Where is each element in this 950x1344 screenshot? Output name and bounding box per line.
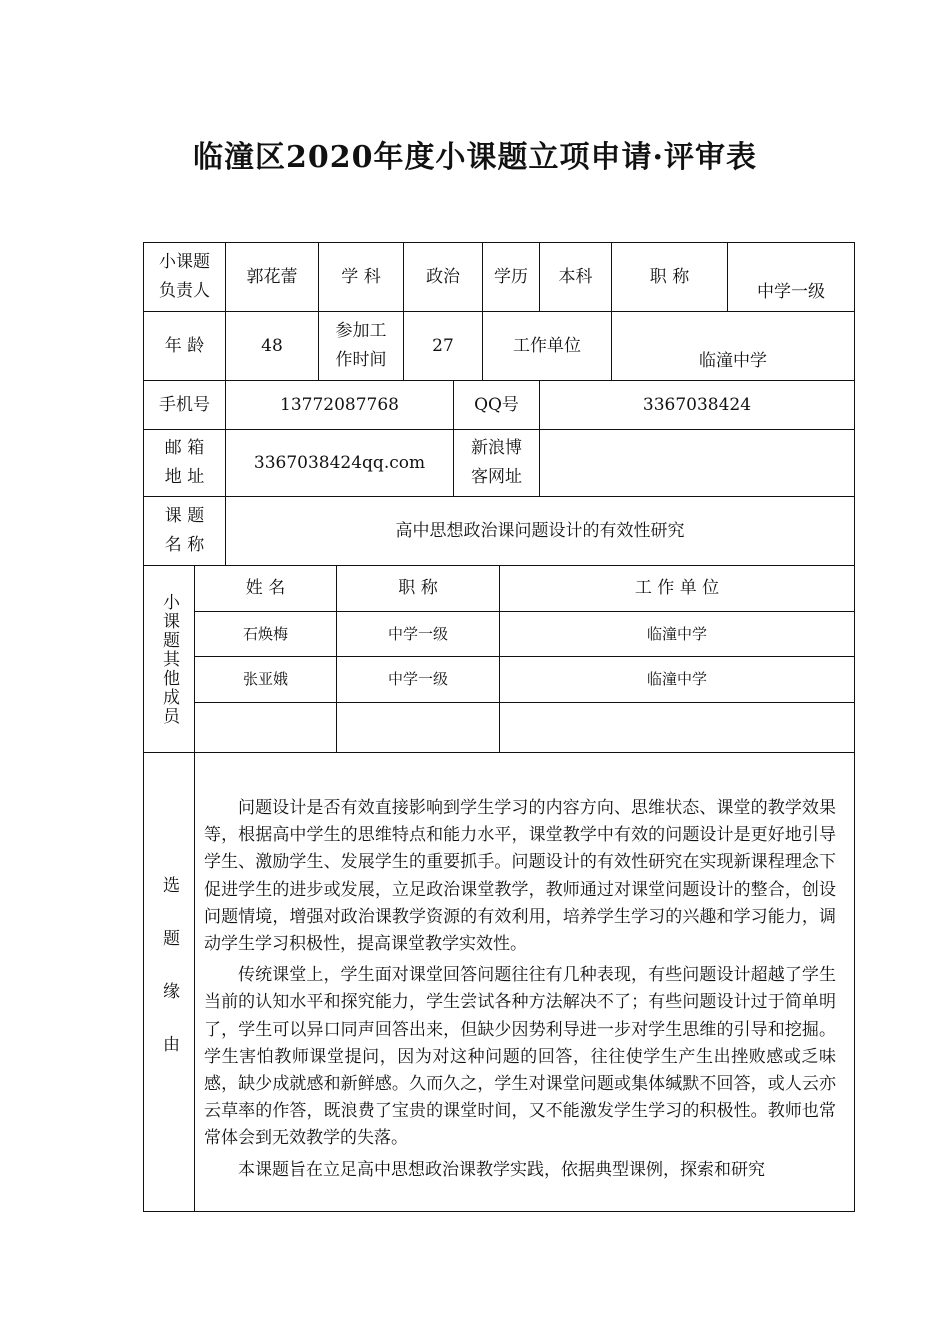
member-name: 张亚娥 <box>194 656 337 703</box>
email-label: 邮 箱 地 址 <box>143 429 226 497</box>
subject-value: 政治 <box>403 242 483 312</box>
reason-paragraph: 本课题旨在立足高中思想政治课教学实践，依据典型课例，探索和研究 <box>238 1159 765 1180</box>
member-title: 中学一级 <box>336 656 500 703</box>
title-label: 职 称 <box>611 242 728 312</box>
reason-label: 选题缘由 <box>143 752 195 1212</box>
member-title: 中学一级 <box>336 611 500 657</box>
member-title <box>336 702 500 753</box>
topic-label: 课 题 名 称 <box>143 496 226 566</box>
members-header-unit: 工 作 单 位 <box>499 565 855 612</box>
email-value: 3367038424qq.com <box>225 429 454 497</box>
work-start-label: 参加工作时间 <box>318 311 404 381</box>
member-name: 石焕梅 <box>194 611 337 657</box>
leader-label: 小课题负责人 <box>143 242 226 312</box>
phone-label: 手机号 <box>143 380 226 430</box>
education-value: 本科 <box>539 242 612 312</box>
reason-text <box>204 795 836 1184</box>
reason-paragraph: 传统课堂上，学生面对课堂回答问题往往有几种表现，有些问题设计超越了学生当前的认知水平和探究能力，学生尝试各种方法解决不了；有些问题设计过于简单明了，学生可以异口同声回答出来，但缺少因势利导进一步对学生思维的引导和挖掘。学生害怕教师课堂提问，因为对这种问题的回答，往往使学生产生出挫败感或乏味感，缺少成就感和新鲜感。久而久之，学生对课堂问题或集体缄默不回答，或人云亦云草率的作答，既浪费了宝贵的课堂时间，又不能激发学生学习的积极性。教师也常常体会到无效教学的失落。 <box>204 965 836 1149</box>
unit-label: 工作单位 <box>482 311 612 381</box>
member-unit: 临潼中学 <box>499 656 855 703</box>
members-header-title: 职 称 <box>336 565 500 612</box>
blog-label: 新浪博客网址 <box>453 429 540 497</box>
member-name <box>194 702 337 753</box>
members-label: 小课题其他成员 <box>143 565 195 753</box>
topic-value: 高中思想政治课问题设计的有效性研究 <box>225 496 855 566</box>
phone-value: 13772087768 <box>225 380 454 430</box>
education-label: 学历 <box>482 242 540 312</box>
members-header-name: 姓 名 <box>194 565 337 612</box>
subject-label: 学 科 <box>318 242 404 312</box>
qq-label: QQ号 <box>453 380 540 430</box>
member-unit: 临潼中学 <box>499 611 855 657</box>
work-start-value: 27 <box>403 311 483 381</box>
member-unit <box>499 702 855 753</box>
blog-value <box>539 429 855 497</box>
title-value: 中学一级 <box>727 242 855 312</box>
page-title: 临潼区2020年度小课题立项申请·评审表 <box>193 140 757 175</box>
age-label: 年 龄 <box>143 311 226 381</box>
leader-name: 郭花蕾 <box>225 242 319 312</box>
unit-value: 临潼中学 <box>611 311 855 381</box>
reason-paragraph: 问题设计是否有效直接影响到学生学习的内容方向、思维状态、课堂的教学效果等，根据高中学生的思维特点和能力水平，课堂教学中有效的问题设计是更好地引导学生、激励学生、发展学生的重要抓手。问题设计的有效性研究在实现新课程理念下促进学生的进步或发展，立足政治课堂教学，教师通过对课堂问题设计的整合，创设问题情境，增强对政治课教学资源的有效利用，培养学生学习的兴趣和学习能力，调动学生学习积极性，提高课堂教学实效性。 <box>204 798 836 955</box>
qq-value: 3367038424 <box>539 380 855 430</box>
age-value: 48 <box>225 311 319 381</box>
